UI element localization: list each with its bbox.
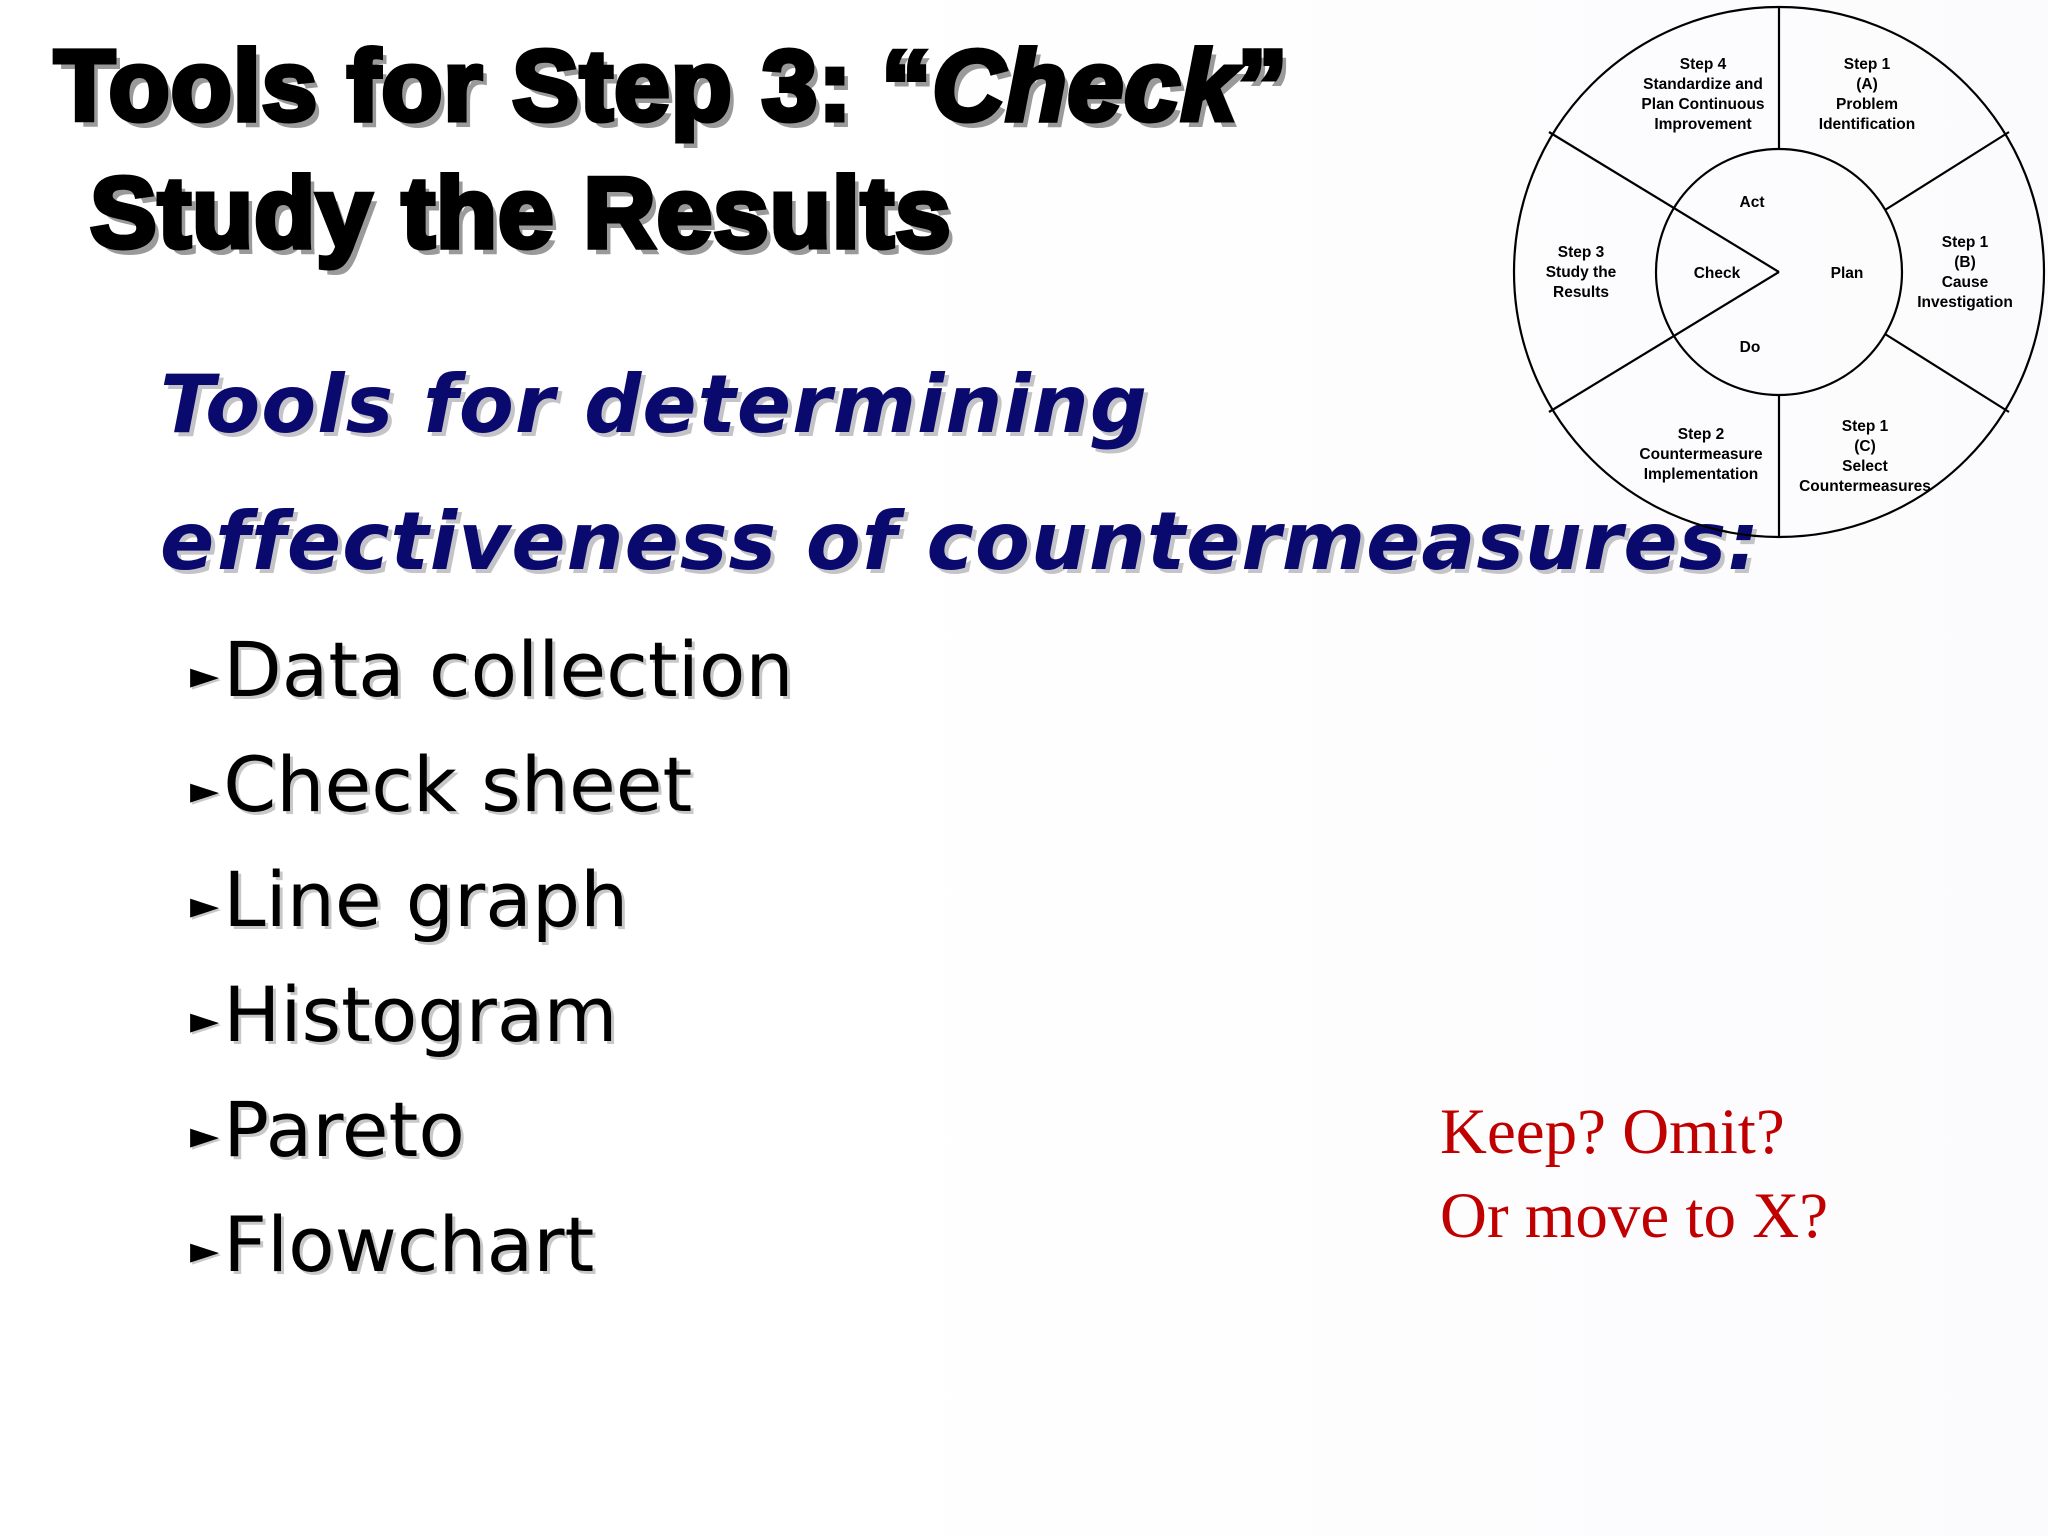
svg-text:Plan Continuous: Plan Continuous <box>1641 96 1765 113</box>
note-line-2: Or move to X? <box>1440 1180 1829 1252</box>
divider-lower-right <box>1885 334 2009 412</box>
svg-text:Step 3: Step 3 <box>1557 244 1605 261</box>
tool-label: Histogram <box>223 970 618 1059</box>
pdca-wheel-diagram <box>1510 0 2048 545</box>
tool-label: Line graph <box>223 855 629 944</box>
list-item <box>190 1187 794 1302</box>
tool-label: Check sheet <box>223 740 693 829</box>
svg-text:Select: Select <box>1842 458 1888 475</box>
list-item <box>190 957 794 1072</box>
segment-step2-label <box>1639 426 1763 483</box>
title-line-1 <box>54 30 1289 142</box>
svg-text:Countermeasure: Countermeasure <box>1639 446 1763 463</box>
svg-text:(C): (C) <box>1854 438 1876 455</box>
title-close-quote: ” <box>1237 30 1289 142</box>
segment-step3-label <box>1546 244 1617 301</box>
wheel-inner-act: Act <box>1739 194 1765 211</box>
tool-label: Pareto <box>223 1085 465 1174</box>
svg-text:Step 1: Step 1 <box>1841 418 1889 435</box>
wheel-inner-do: Do <box>1739 339 1761 356</box>
divider-upper-right <box>1885 132 2009 210</box>
subheading-line-1: Tools for determining <box>160 358 1148 451</box>
reviewer-note <box>1440 1090 1828 1258</box>
triangle-bullet-icon: ► <box>190 1227 220 1272</box>
title-emphasis: Check <box>932 30 1238 142</box>
svg-text:Implementation: Implementation <box>1643 466 1759 483</box>
triangle-bullet-icon: ► <box>190 997 220 1042</box>
segment-step1a-label <box>1819 56 1915 133</box>
svg-text:Step 4: Step 4 <box>1679 56 1727 73</box>
triangle-bullet-icon: ► <box>190 652 220 697</box>
subheading-line-2: effectiveness of countermeasures: <box>160 495 1761 588</box>
svg-text:Problem: Problem <box>1835 96 1899 113</box>
title-line-2: Study the Results <box>90 157 952 269</box>
segment-step4-label <box>1641 56 1764 133</box>
list-item <box>190 612 794 727</box>
svg-text:Investigation: Investigation <box>1917 294 2013 311</box>
svg-text:(A): (A) <box>1856 76 1878 93</box>
wheel-inner-plan: Plan <box>1830 265 1864 282</box>
list-item <box>190 1072 794 1187</box>
svg-text:Standardize and: Standardize and <box>1643 76 1763 93</box>
triangle-bullet-icon: ► <box>190 767 220 812</box>
triangle-bullet-icon: ► <box>190 882 220 927</box>
svg-text:Step 1: Step 1 <box>1843 56 1891 73</box>
svg-text:Step 1: Step 1 <box>1941 234 1989 251</box>
triangle-bullet-icon: ► <box>190 1112 220 1157</box>
svg-text:Improvement: Improvement <box>1654 116 1752 133</box>
svg-text:Results: Results <box>1553 284 1609 301</box>
svg-text:Step 2: Step 2 <box>1677 426 1725 443</box>
svg-text:Cause: Cause <box>1941 274 1989 291</box>
list-item <box>190 727 794 842</box>
list-item <box>190 842 794 957</box>
tool-label: Data collection <box>223 625 794 714</box>
segment-step1b-label <box>1917 234 2013 311</box>
svg-text:Study the: Study the <box>1545 264 1617 281</box>
tool-label: Flowchart <box>223 1200 595 1289</box>
svg-text:(B): (B) <box>1954 254 1976 271</box>
note-line-1: Keep? Omit? <box>1440 1096 1785 1168</box>
title-prefix: Tools for Step 3: “ <box>54 30 933 142</box>
segment-step1c-label <box>1799 418 1931 495</box>
svg-text:Identification: Identification <box>1818 116 1916 133</box>
wheel-inner-check: Check <box>1693 265 1741 282</box>
svg-text:Countermeasures: Countermeasures <box>1799 478 1931 495</box>
tools-list <box>190 612 794 1302</box>
